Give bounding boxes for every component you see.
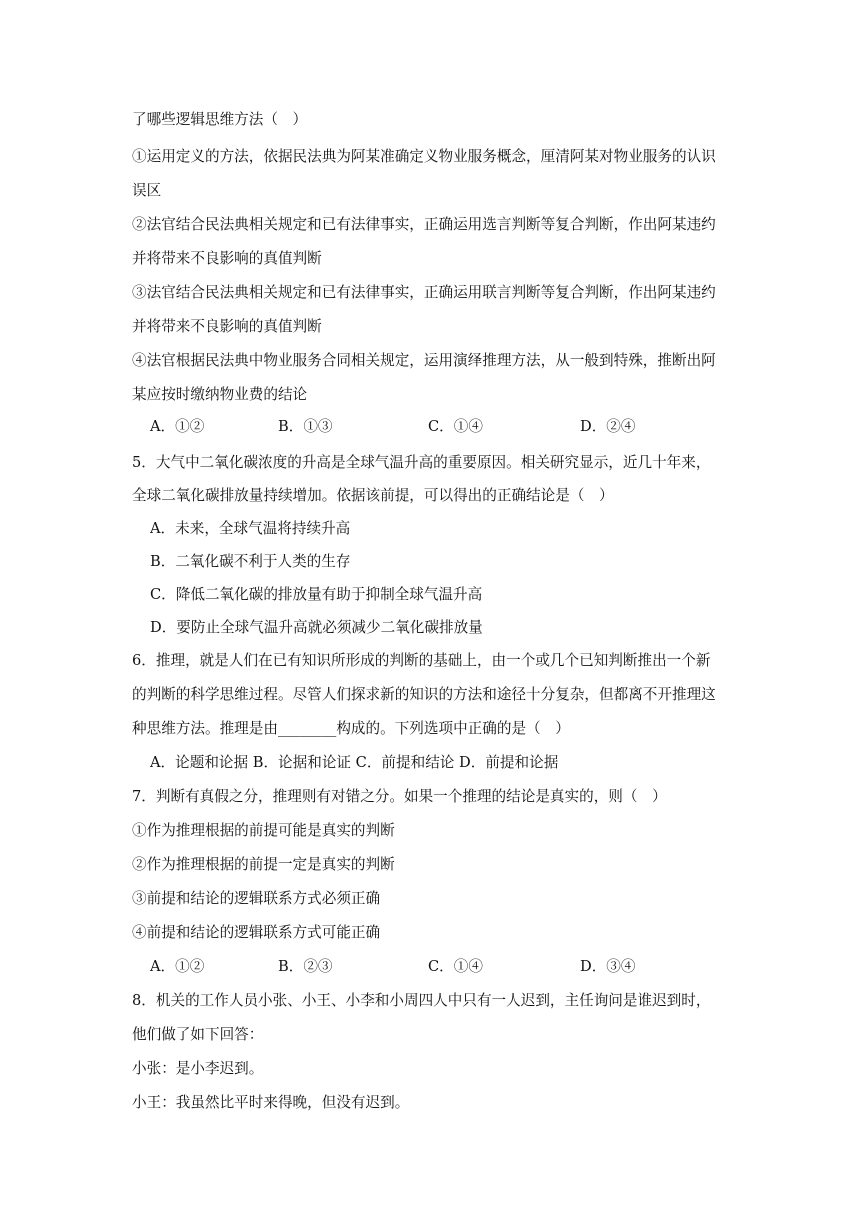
q8-answer-zhang: 小张：是小李迟到。 (132, 1060, 264, 1077)
q4-item-4-line-1: ④法官根据民法典中物业服务合同相关规定，运用演绎推理方法，从一般到特殊，推断出阿 (132, 352, 716, 369)
q4-option-b: B．①③ (278, 418, 333, 435)
q7-option-d: D．③④ (580, 958, 636, 975)
q4-item-1-line-2: 误区 (132, 182, 162, 199)
q5-option-c: C．降低二氧化碳的排放量有助于抑制全球气温升高 (150, 586, 483, 603)
q4-option-c: C．①④ (428, 418, 483, 435)
q7-item-3: ③前提和结论的逻辑联系方式必须正确 (132, 890, 381, 907)
q7-item-1: ①作为推理根据的前提可能是真实的判断 (132, 822, 395, 839)
q4-item-3-line-2: 并将带来不良影响的真值判断 (132, 318, 322, 335)
question-6-line-3: 种思维方法。推理是由________构成的。下列选项中正确的是（ ） (132, 720, 570, 737)
q5-option-a: A．未来，全球气温将持续升高 (150, 520, 351, 537)
q4-option-a: A．①② (150, 418, 205, 435)
question-4-tail: 了哪些逻辑思维方法（ ） (132, 111, 308, 128)
question-6-line-2: 的判断的科学思维过程。尽管人们探求新的知识的方法和途径十分复杂，但都离不开推理这 (132, 686, 716, 703)
q6-options: A．论题和论据 B．论据和论证 C．前提和结论 D．前提和论据 (150, 754, 559, 771)
q5-option-b: B．二氧化碳不利于人类的生存 (150, 553, 351, 570)
q7-item-4: ④前提和结论的逻辑联系方式可能正确 (132, 924, 381, 941)
question-6-line-1: 6．推理，就是人们在已有知识所形成的判断的基础上，由一个或几个已知判断推出一个新 (132, 652, 711, 669)
q7-item-2: ②作为推理根据的前提一定是真实的判断 (132, 856, 395, 873)
q4-option-d: D．②④ (580, 418, 636, 435)
question-7-line-1: 7．判断有真假之分，推理则有对错之分。如果一个推理的结论是真实的，则（ ） (132, 788, 667, 805)
q4-item-2-line-1: ②法官结合民法典相关规定和已有法律事实，正确运用选言判断等复合判断，作出阿某违约 (132, 216, 716, 233)
q7-option-b: B．②③ (278, 958, 333, 975)
question-8-line-2: 他们做了如下回答： (132, 1026, 264, 1043)
q5-option-d: D．要防止全球气温升高就必须减少二氧化碳排放量 (150, 619, 483, 636)
question-5-line-1: 5．大气中二氧化碳浓度的升高是全球气温升高的重要原因。相关研究显示，近几十年来， (132, 454, 711, 471)
q4-item-2-line-2: 并将带来不良影响的真值判断 (132, 250, 322, 267)
q4-item-1-line-1: ①运用定义的方法，依据民法典为阿某准确定义物业服务概念，厘清阿某对物业服务的认识 (132, 148, 716, 165)
q7-option-a: A．①② (150, 958, 205, 975)
q7-option-c: C．①④ (428, 958, 483, 975)
q4-item-3-line-1: ③法官结合民法典相关规定和已有法律事实，正确运用联言判断等复合判断，作出阿某违约 (132, 284, 716, 301)
q4-options (150, 414, 710, 440)
q4-item-4-line-2: 某应按时缴纳物业费的结论 (132, 386, 308, 403)
question-5-line-2: 全球二氧化碳排放量持续增加。依据该前提，可以得出的正确结论是（ ） (132, 487, 614, 504)
question-8-line-1: 8．机关的工作人员小张、小王、小李和小周四人中只有一人迟到，主任询问是谁迟到时， (132, 992, 711, 1009)
q7-options (150, 954, 710, 980)
q8-answer-wang: 小王：我虽然比平时来得晚，但没有迟到。 (132, 1094, 410, 1111)
